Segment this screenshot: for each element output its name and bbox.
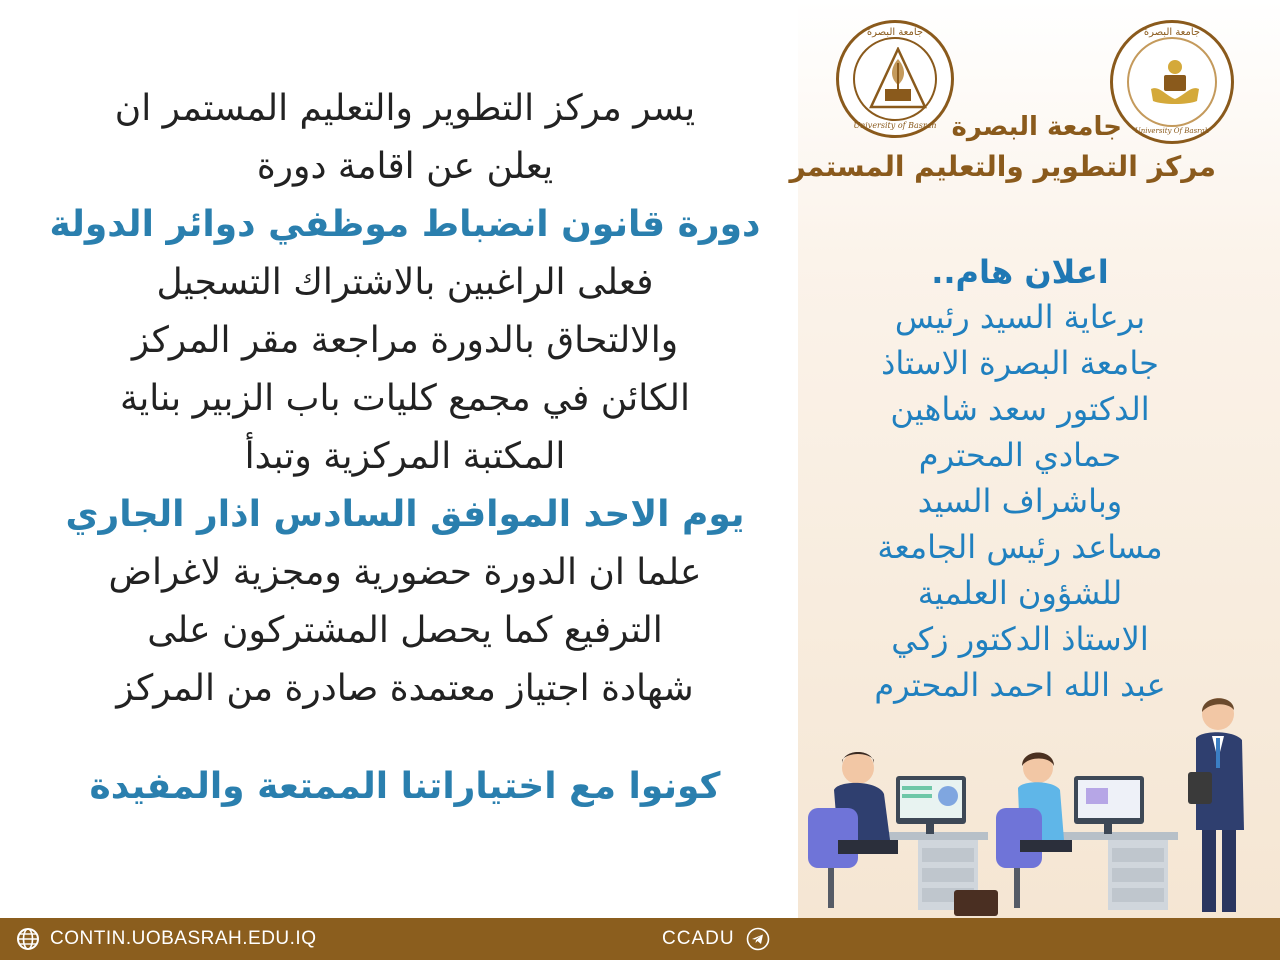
standing-man bbox=[1188, 698, 1244, 912]
registration-line-4: المكتبة المركزية وتبدأ bbox=[244, 436, 566, 477]
note-line-2: الترفيع كما يحصل المشتركون على bbox=[147, 610, 663, 651]
globe-icon bbox=[16, 927, 40, 951]
briefcase-icon bbox=[954, 890, 998, 916]
intro-line-2: يعلن عن اقامة دورة bbox=[256, 146, 554, 187]
announcement-line: برعاية السيد رئيس bbox=[894, 298, 1146, 336]
footer-bar bbox=[0, 918, 1280, 960]
announcement-line: وباشراف السيد bbox=[917, 482, 1123, 520]
announcement-line: حمادي المحترم bbox=[918, 436, 1122, 474]
registration-line-2: والالتحاق بالدورة مراجعة مقر المركز bbox=[131, 320, 679, 361]
worker-man bbox=[808, 752, 898, 908]
worker-woman bbox=[996, 753, 1072, 909]
note-line-1: علما ان الدورة حضورية ومجزية لاغراض bbox=[108, 552, 702, 593]
logo-uni-top-text: جامعة البصرة bbox=[866, 27, 924, 38]
announcement-line: للشؤون العلمية bbox=[917, 574, 1123, 612]
university-name: جامعة البصرة bbox=[951, 112, 1122, 142]
course-title: دورة قانون انضباط موظفي دوائر الدولة bbox=[49, 204, 761, 245]
ccadu-logo bbox=[1110, 20, 1234, 144]
hands-book-icon bbox=[1147, 55, 1203, 111]
center-name: مركز التطوير والتعليم المستمر bbox=[789, 150, 1216, 183]
intro-line-1: يسر مركز التطوير والتعليم المستمر ان bbox=[114, 88, 696, 129]
university-logo bbox=[836, 20, 954, 138]
registration-line-1: فعلى الراغبين بالاشتراك التسجيل bbox=[156, 262, 654, 303]
office-workers-illustration bbox=[798, 690, 1280, 918]
announcement-block bbox=[820, 250, 1220, 708]
announcement-heading: اعلان هام.. bbox=[931, 253, 1109, 291]
main-text bbox=[40, 80, 770, 816]
website-link[interactable]: CONTIN.UOBASRAH.EDU.IQ bbox=[50, 928, 317, 949]
announcement-line: جامعة البصرة الاستاذ bbox=[881, 344, 1159, 382]
desk-right bbox=[1058, 776, 1178, 910]
announcement-line: مساعد رئيس الجامعة bbox=[877, 528, 1163, 566]
brand-handle: CCADU bbox=[662, 928, 735, 949]
note-line-3: شهادة اجتياز معتمدة صادرة من المركز bbox=[116, 668, 694, 709]
logo-uni-bottom-text: University of Basrah bbox=[853, 121, 937, 130]
announcement-line: الاستاذ الدكتور زكي bbox=[891, 620, 1149, 658]
announcement-line: الدكتور سعد شاهين bbox=[890, 390, 1150, 428]
closing-line: كونوا مع اختياراتنا الممتعة والمفيدة bbox=[89, 766, 721, 807]
start-date: يوم الاحد الموافق السادس اذار الجاري bbox=[65, 494, 745, 535]
logo-ccadu-top-text: جامعة البصرة bbox=[1143, 27, 1201, 38]
logo-ccadu-bottom-text: University Of Basrah bbox=[1134, 127, 1210, 135]
registration-line-3: الكائن في مجمع كليات باب الزبير بناية bbox=[119, 378, 691, 419]
spacer bbox=[40, 718, 770, 758]
announcement-line: عبد الله احمد المحترم bbox=[874, 666, 1166, 704]
university-emblem-icon bbox=[869, 47, 927, 113]
telegram-icon[interactable] bbox=[746, 927, 770, 951]
